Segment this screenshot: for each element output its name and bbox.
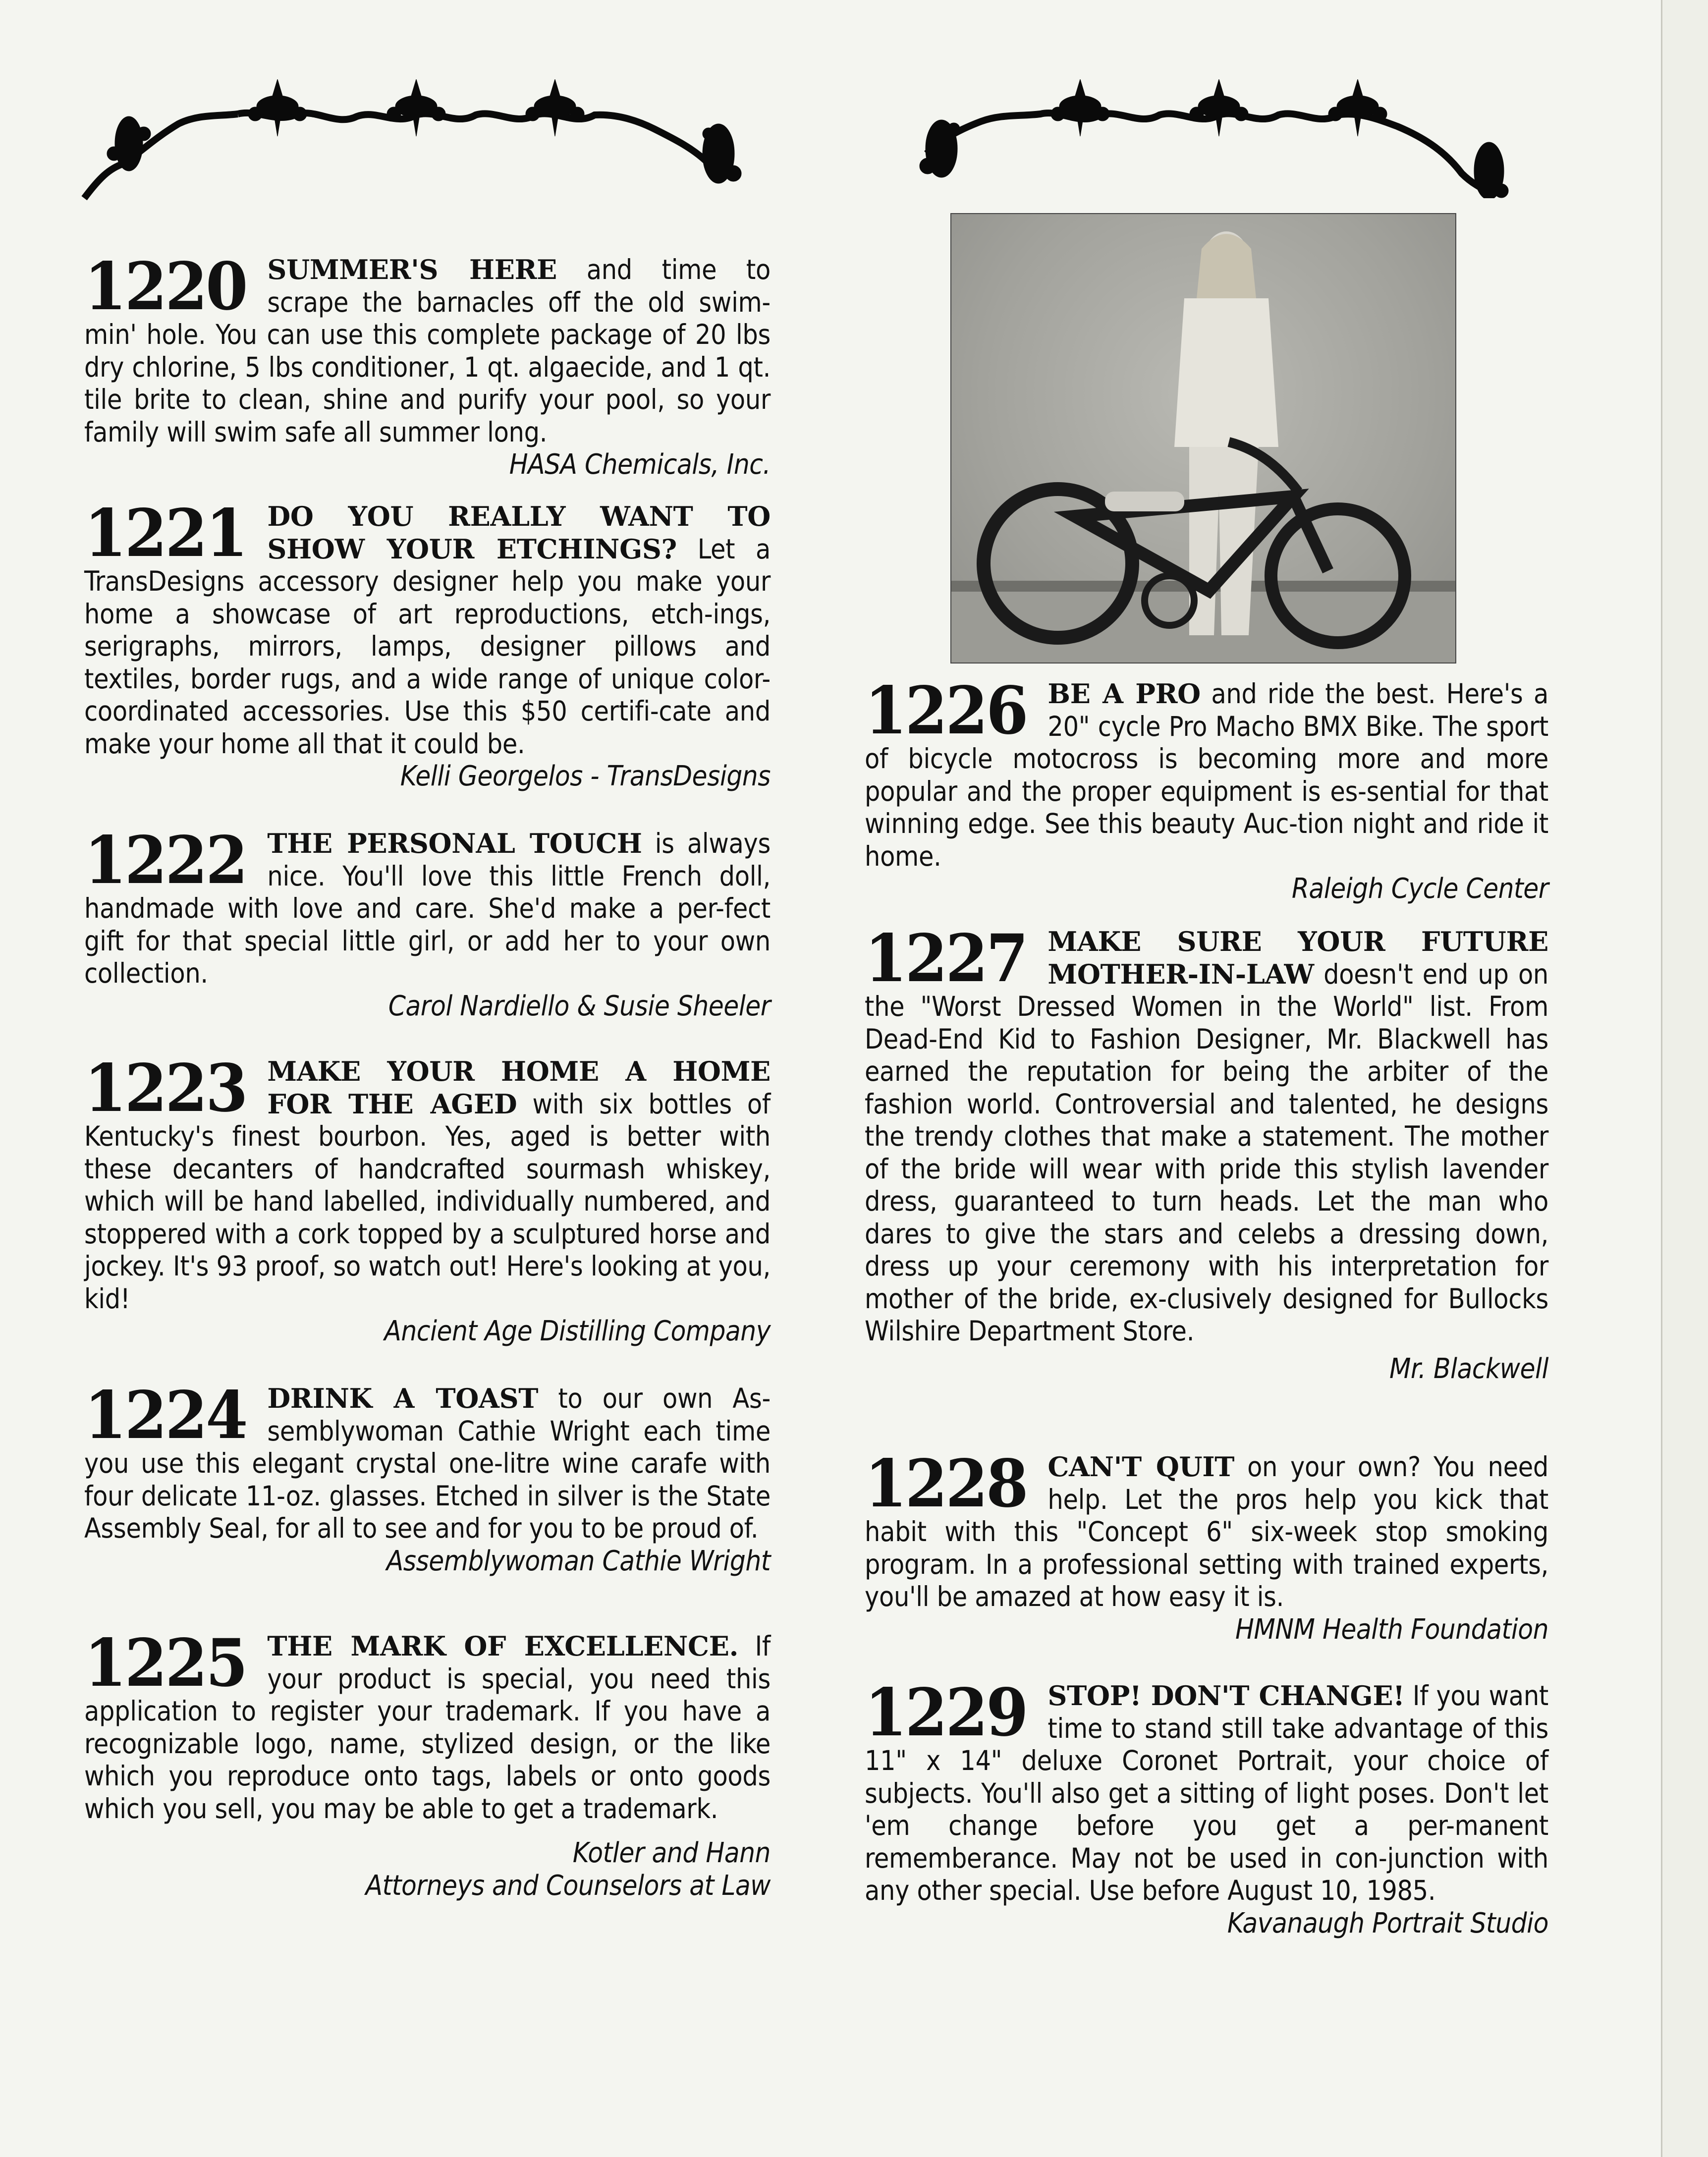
auction-item-1222 <box>84 822 771 1023</box>
item-body: If your product is special, you need this application to register your trademark. If you have a recognizable logo, name, stylized design, or the like which you reproduce onto tags, labels or onto goods which you sell, you may be able to get a trademark. <box>84 1630 771 1825</box>
item-number: 1229 <box>865 1674 1027 1751</box>
girl-with-bmx-bike-icon <box>951 214 1455 663</box>
item-body: doesn't end up on the "Worst Dressed Women in the World" list. From Dead-End Kid to Fashion Designer, Mr. Blackwell has earned the reputation for being the arbiter of the fashion world. Controversial and talented, he designs the trendy clothes that make a statement. The mother of the bride will wear with pride this stylish lavender dress, guaranteed to turn heads. Let the man who dares to give the stars and celebs a dressing down, dress up your ceremony with his interpretation for mother of the bride, ex-clusively designed for Bullocks Wilshire Department Store. <box>865 958 1548 1347</box>
baroque-scroll-ornament-icon <box>912 79 1566 198</box>
item-body: If you want time to stand still take advantage of this 11" x 14" deluxe Coronet Portrait, your choice of subjects. You'll also get a sitting of light poses. Don't let 'em change before you get a per-manent rememberance. May not be used in con-junction with any other special. Use before August 10, 1985. <box>865 1680 1548 1906</box>
item-body: and time to scrape the barnacles off the old swim-min' hole. You can use this complete package of 20 lbs dry chlorine, 5 lbs conditioner, 1 qt. algaecide, and 1 qt. tile brite to clean, shine and purify your pool, so your family will swim safe all summer long. <box>84 254 771 448</box>
item-headline: SUMMER'S HERE <box>267 254 557 285</box>
item-number: 1220 <box>84 248 246 325</box>
auction-item-1229 <box>865 1674 1548 1940</box>
item-donor: Kavanaugh Portrait Studio <box>1227 1907 1548 1939</box>
item-headline: MAKE YOUR HOME A HOME FOR THE AGED <box>267 1055 771 1120</box>
item-headline: STOP! DON'T CHANGE! <box>1047 1680 1405 1712</box>
auction-item-1221 <box>84 495 771 793</box>
item-headline: THE PERSONAL TOUCH <box>267 828 642 859</box>
item-number: 1221 <box>84 495 246 572</box>
item-number: 1222 <box>84 822 246 899</box>
item-headline: CAN'T QUIT <box>1047 1451 1235 1483</box>
item-body: with six bottles of Kentucky's finest bourbon. Yes, aged is better with these decanters of handcrafted sourmash whiskey, which will be hand labelled, individually numbered, and stoppered with a cork topped by a sculptured horse and jockey. It's 93 proof, so watch out! Here's looking at you, kid! <box>84 1088 771 1315</box>
item-headline: MAKE SURE YOUR FUTURE MOTHER-IN-LAW <box>1047 926 1548 990</box>
item-donor: Carol Nardiello & Susie Sheeler <box>388 990 771 1022</box>
item-number: 1227 <box>865 920 1027 997</box>
item-donor: HASA Chemicals, Inc. <box>509 448 771 481</box>
item-number: 1223 <box>84 1050 246 1127</box>
item-headline: THE MARK OF EXCELLENCE. <box>267 1630 739 1662</box>
item-body: Let a TransDesigns accessory designer help you make your home a showcase of art reproductions, etch-ings, serigraphs, mirrors, lamps, designer pillows and textiles, border rugs, and a wide range of unique color-coordinated accessories. Use this $50 certifi-cate and make your home all that it could be. <box>84 533 771 760</box>
item-donor: HMNM Health Foundation <box>1235 1613 1548 1646</box>
item-donor: Ancient Age Distilling Company <box>384 1315 771 1347</box>
item-donor: Assemblywoman Cathie Wright <box>386 1545 771 1577</box>
auction-item-1226 <box>865 672 1548 905</box>
item-headline: DRINK A TOAST <box>267 1383 539 1414</box>
auction-item-1225 <box>84 1625 771 1902</box>
auction-item-1223 <box>84 1050 771 1348</box>
adjacent-page-edge <box>1661 0 1708 2157</box>
item-headline: BE A PRO <box>1047 678 1201 710</box>
item-body: is always nice. You'll love this little French doll, handmade with love and care. She'd make a per-fect gift for that special little girl, or add her to your own collection. <box>84 828 771 989</box>
item-body: on your own? You need help. Let the pros help you kick that habit with this "Concept 6" six-week stop smoking program. In a professional setting with trained experts, you'll be amazed at how easy it is. <box>865 1451 1549 1612</box>
auction-item-1227 <box>865 920 1548 1385</box>
item-donor: Mr. Blackwell <box>1389 1352 1548 1385</box>
item-number: 1224 <box>84 1377 246 1454</box>
item-body: and ride the best. Here's a 20" cycle Pro Macho BMX Bike. The sport of bicycle motocross is becoming more and more popular and the proper equipment is es-sential for that winning edge. See this beauty Auc-tion night and ride it home. <box>865 678 1548 872</box>
auction-item-1224 <box>84 1377 771 1578</box>
item-donor: Kelli Georgelos - TransDesigns <box>400 760 771 792</box>
item-donor: Kotler and Hann <box>572 1837 771 1869</box>
item-number: 1225 <box>84 1625 246 1702</box>
item-donor: Raleigh Cycle Center <box>1291 873 1548 905</box>
auction-item-1220 <box>84 248 771 481</box>
item-donor-title: Attorneys and Counselors at Law <box>365 1870 771 1902</box>
item-number: 1228 <box>865 1445 1027 1522</box>
baroque-scroll-ornament-icon <box>79 79 753 208</box>
item-number: 1226 <box>865 672 1027 749</box>
bmx-bike-photo <box>950 213 1456 664</box>
auction-item-1228 <box>865 1445 1549 1646</box>
item-headline: DO YOU REALLY WANT TO SHOW YOUR ETCHINGS? <box>267 500 771 565</box>
item-body: to our own As-semblywoman Cathie Wright each time you use this elegant crystal one-litre wine carafe with four delicate 11-oz. glasses. Etched in silver is the State Assembly Seal, for all to see and for you to be proud of. <box>84 1383 771 1544</box>
